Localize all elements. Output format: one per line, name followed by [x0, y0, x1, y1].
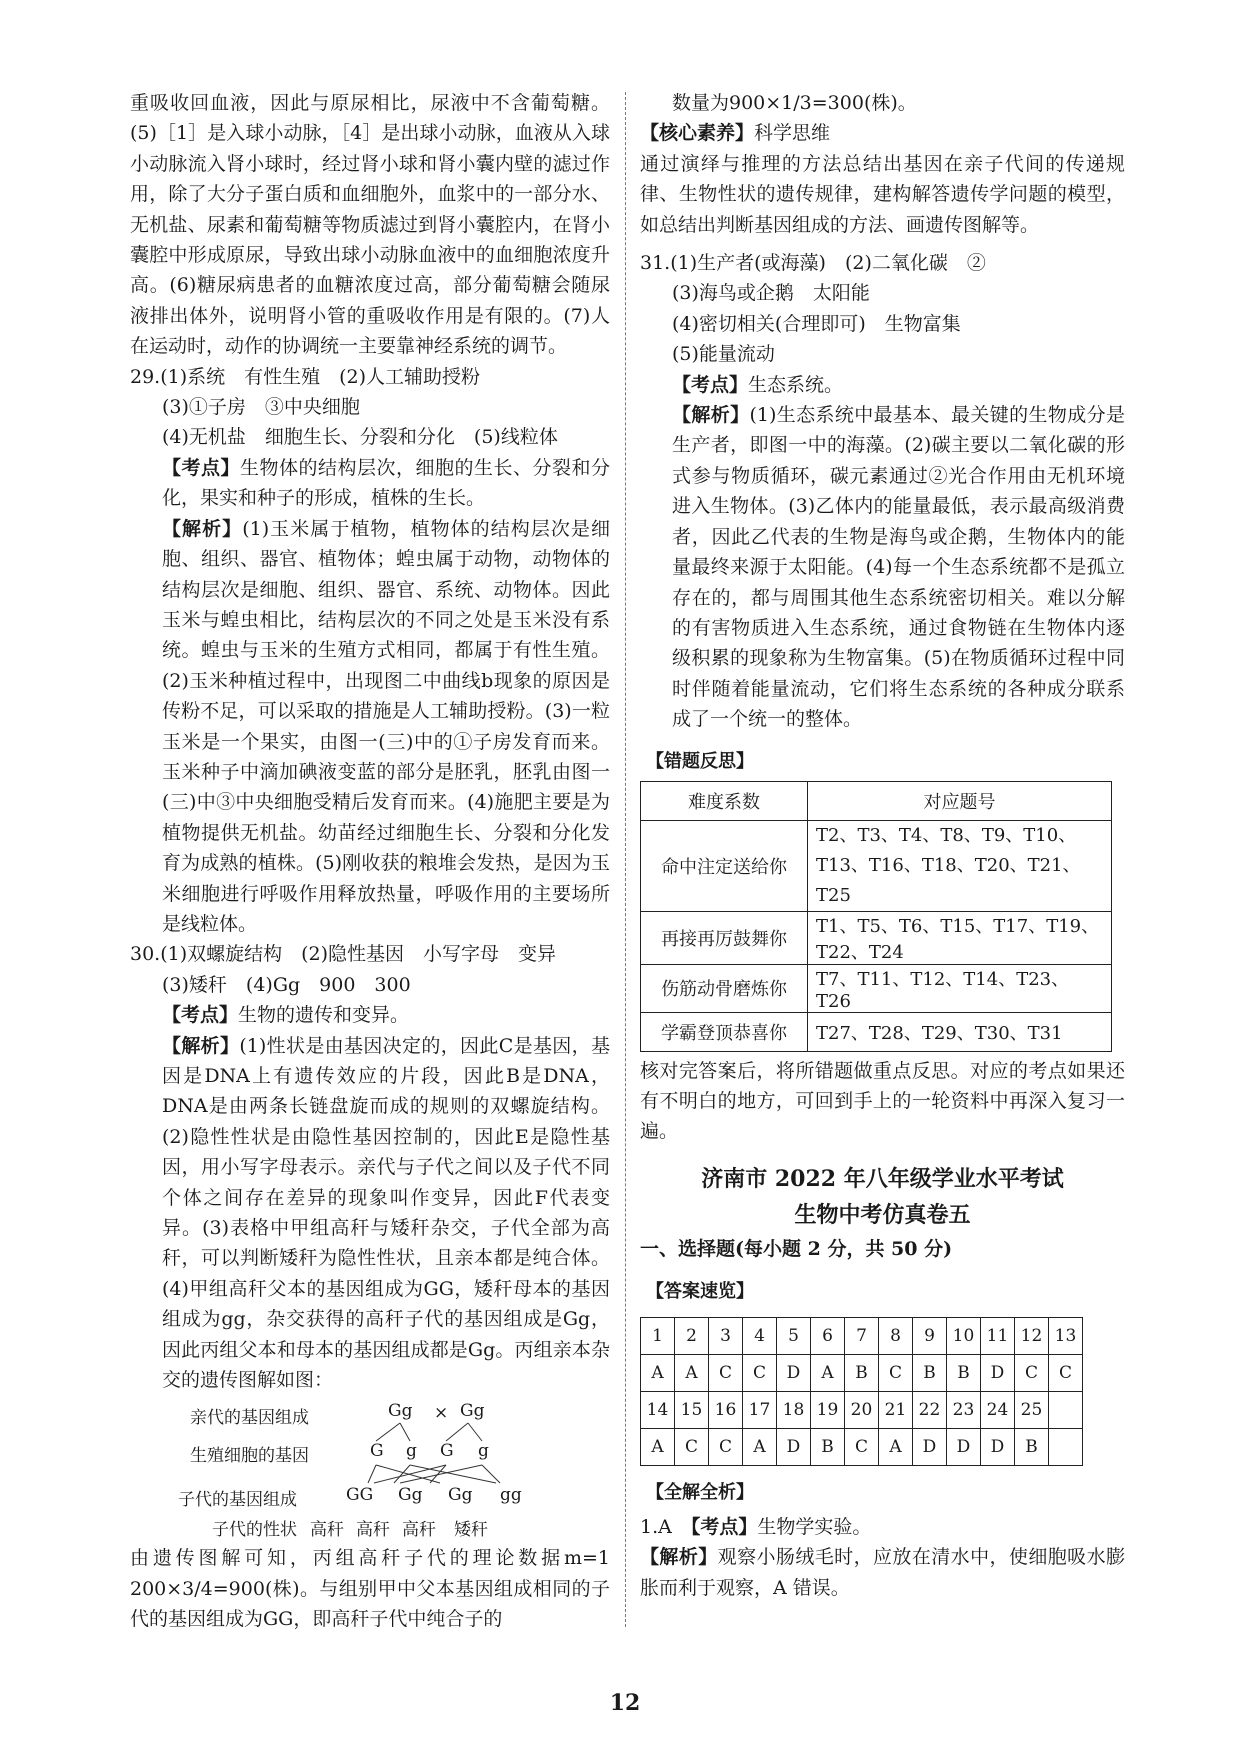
parent-genotype: Gg	[388, 1401, 413, 1422]
table-cell: 3	[709, 1317, 743, 1354]
table-cell: 16	[709, 1391, 743, 1428]
column-divider	[625, 92, 626, 1627]
jiexi-label: 【解析】	[162, 517, 243, 540]
offspring-genotype: GG	[346, 1485, 374, 1506]
q31-answer-line: 31.(1)生产者(或海藻) (2)二氧化碳 ②	[640, 252, 986, 275]
table-cell: 22	[913, 1391, 947, 1428]
table-cell: A	[641, 1428, 675, 1465]
q29-answer-line: (3)①子房 ③中央细胞	[162, 396, 360, 419]
kaodian-text: 生态系统。	[748, 373, 844, 396]
gamete: g	[406, 1441, 417, 1462]
section-heading: 一、选择题(每小题 2 分，共 50 分)	[640, 1237, 953, 1260]
q31-kaodian	[640, 370, 1125, 400]
table-row	[641, 1428, 1083, 1465]
jiexi-text: 观察小肠绒毛时，应放在清水中，使细胞吸水膨胀而利于观察，A 错误。	[640, 1546, 1125, 1599]
q28-tail-text: 重吸收回血液，因此与原尿相比，尿液中不含葡萄糖。(5)［1］是入球小动脉，［4］是出球小动脉，血液从入球小动脉流入肾小球时，经过肾小球和肾小囊内壁的滤过作用，除了大分子蛋白质和血细胞外，血浆中的一部分水、无机盐、尿素和葡萄糖等物质滤过到肾小囊腔内，在肾小囊腔中形成原尿，导致出球小动脉血液中的血细胞浓度升高。(6)糖尿病患者的血糖浓度过高，部分葡萄糖会随尿液排出体外，说明肾小管的重吸收作用是有限的。(7)人在运动时，动作的协调统一主要靠神经系统的调节。	[130, 92, 610, 358]
table-cell: 再接再厉鼓舞你	[641, 911, 808, 964]
table-cell: 15	[675, 1391, 709, 1428]
jiexi-text: (1)性状是由基因决定的，因此C是基因，基因是DNA上有遗传效应的片段，因此B是DNA，DNA是由两条长链盘旋而成的规则的双螺旋结构。(2)隐性性状是由隐性基因控制的，因此E是隐性基因，用小写字母表示。亲代与子代之间以及子代不同个体之间存在差异的现象叫作变异，因此F代表变异。(3)表格中甲组高秆与矮秆杂交，子代全部为高秆，可以判断矮秆为隐性性状，且亲本都是纯合体。(4)甲组高秆父本的基因组成为GG，矮秆母本的基因组成为gg，杂交获得的高秆子代的基因组成是Gg，因此丙组父本和母本的基因组成都是Gg。丙组亲本杂交的遗传图解如图：	[162, 1034, 610, 1392]
suyang-label: 【核心素养】	[640, 122, 755, 145]
q29-answer-line: 29.(1)系统 有性生殖 (2)人工辅助授粉	[130, 365, 481, 388]
table-cell: 14	[641, 1391, 675, 1428]
q1-answer: 1.A	[640, 1515, 672, 1538]
q29-answer-line: (4)无机盐 细胞生长、分裂和分化 (5)线粒体	[162, 426, 558, 449]
table-cell: 19	[811, 1391, 845, 1428]
table-cell: B	[811, 1428, 845, 1465]
table-header: 对应题号	[808, 781, 1112, 820]
table-row	[641, 1012, 1112, 1051]
q30-continuation: 数量为900×1/3=300(株)。	[672, 92, 917, 114]
q29-jiexi	[130, 514, 610, 940]
jiexi-text: (1)玉米属于植物，植物体的结构层次是细胞、组织、器官、植物体；蝗虫属于动物，动物体的结构层次是细胞、组织、器官、系统、动物体。因此玉米与蝗虫相比，结构层次的不同之处是玉米没有系统。蝗虫与玉米的生殖方式相同，都属于有性生殖。(2)玉米种植过程中，出现图二中曲线b现象的原因是传粉不足，可以采取的措施是人工辅助授粉。(3)一粒玉米是一个果实，由图一(三)中的①子房发育而来。玉米种子中滴加碘液变蓝的部分是胚乳，胚乳由图一(三)中③中央细胞受精后发育而来。(4)施肥主要是为植物提供无机盐。幼苗经过细胞生长、分裂和分化发育为成熟的植株。(5)刚收获的粮堆会发热，是因为玉米细胞进行呼吸作用释放热量，呼吸作用的主要场所是线粒体。	[162, 517, 610, 935]
table-cell: T1、T5、T6、T15、T17、T19、T22、T24	[808, 911, 1112, 964]
table-cell: A	[641, 1354, 675, 1391]
kaodian-text: 生物学实验。	[757, 1515, 872, 1538]
kaodian-text: 生物体的结构层次，细胞的生长、分裂和分化，果实和种子的形成，植株的生长。	[162, 456, 610, 510]
table-cell: 6	[811, 1317, 845, 1354]
table-cell	[1049, 1391, 1083, 1428]
table-cell: A	[743, 1428, 777, 1465]
reflect-label: 【错题反思】	[646, 750, 754, 772]
table-row	[641, 1391, 1083, 1428]
reflect-note: 核对完答案后，将所错题做重点反思。对应的考点如果还有不明白的地方，可回到手上的一轮资料中再深入复习一遍。	[640, 1059, 1125, 1143]
table-cell: T7、T11、T12、T14、T23、T26	[808, 964, 1112, 1012]
table-cell: 7	[845, 1317, 879, 1354]
q31-jiexi	[640, 400, 1125, 734]
table-cell: 命中注定送给你	[641, 820, 808, 911]
suyang-value: 科学思维	[754, 122, 831, 145]
table-cell: C	[845, 1428, 879, 1465]
answer-table	[640, 1317, 1083, 1466]
table-cell: B	[913, 1354, 947, 1391]
table-cell: 1	[641, 1317, 675, 1354]
cross-lines	[360, 1421, 510, 1491]
table-header: 难度系数	[641, 781, 808, 820]
table-cell: A	[811, 1354, 845, 1391]
cross-symbol: ×	[434, 1403, 449, 1424]
table-cell: T2、T3、T4、T8、T9、T10、T13、T16、T18、T20、T21、T25	[808, 820, 1112, 911]
table-cell: D	[947, 1428, 981, 1465]
gamete: G	[370, 1441, 384, 1462]
kaodian-label: 【考点】	[162, 1004, 239, 1027]
q1-line	[640, 1512, 1125, 1542]
table-cell: 9	[913, 1317, 947, 1354]
table-cell: 18	[777, 1391, 811, 1428]
table-cell: 2	[675, 1317, 709, 1354]
reflect-table	[640, 781, 1112, 1052]
full-analysis-label: 【全解全析】	[646, 1481, 754, 1503]
right-column	[640, 88, 1125, 1603]
q29-kaodian	[130, 453, 610, 514]
offspring-genotype: Gg	[448, 1485, 473, 1506]
trait: 高秆	[356, 1520, 390, 1541]
table-cell: 学霸登顶恭喜你	[641, 1012, 808, 1051]
genetic-cross-diagram	[130, 1399, 610, 1539]
table-cell: 11	[981, 1317, 1015, 1354]
offspring-genotype: Gg	[398, 1485, 423, 1506]
table-header-row	[641, 781, 1112, 820]
table-cell: A	[879, 1428, 913, 1465]
kaodian-text: 生物的遗传和变异。	[238, 1004, 410, 1027]
exam-subtitle: 生物中考仿真卷五	[794, 1201, 971, 1228]
table-cell: 伤筋动骨磨炼你	[641, 964, 808, 1012]
q31-answer-line: (4)密切相关(合理即可) 生物富集	[672, 312, 961, 335]
table-cell: C	[743, 1354, 777, 1391]
quick-answer-label: 【答案速览】	[646, 1280, 754, 1302]
table-cell: B	[845, 1354, 879, 1391]
jiexi-text: (1)生态系统中最基本、最关键的生物成分是生产者，即图一中的海藻。(2)碳主要以二氧化碳的形式参与物质循环，碳元素通过②光合作用由无机环境进入生物体。(3)乙体内的能量最低，表示最高级消费者，因此乙代表的生物是海鸟或企鹅，生物体内的能量最终来源于太阳能。(4)每一个生态系统都不是孤立存在的，都与周围其他生态系统密切相关。难以分解的有害物质进入生态系统，通过食物链在生物体内逐级积累的现象称为生物富集。(5)在物质循环过程中同时伴随着能量流动，它们将生态系统的各种成分联系成了一个统一的整体。	[672, 404, 1125, 731]
offspring-label: 子代的基因组成	[178, 1490, 297, 1511]
table-row	[641, 1317, 1083, 1354]
table-cell: C	[1015, 1354, 1049, 1391]
offspring-genotype: gg	[500, 1485, 522, 1506]
q30-jiexi	[130, 1031, 610, 1396]
q30-answer-line: (3)矮秆 (4)Gg 900 300	[162, 973, 411, 996]
parent-label: 亲代的基因组成	[190, 1408, 309, 1429]
page-number: 12	[609, 1690, 641, 1716]
gamete: g	[478, 1441, 489, 1462]
table-row	[641, 820, 1112, 911]
table-cell: 10	[947, 1317, 981, 1354]
q31-answer-line: (3)海鸟或企鹅 太阳能	[672, 282, 870, 305]
trait-label: 子代的性状	[212, 1520, 297, 1541]
table-cell: 4	[743, 1317, 777, 1354]
table-row	[641, 964, 1112, 1012]
kaodian-label: 【考点】	[672, 373, 749, 396]
q31-answer-line: (5)能量流动	[672, 343, 775, 366]
left-column	[130, 88, 617, 1635]
q30-answer-line: 30.(1)双螺旋结构 (2)隐性基因 小写字母 变异	[130, 943, 557, 966]
core-literacy	[640, 118, 1125, 148]
table-cell: B	[947, 1354, 981, 1391]
table-cell: 13	[1049, 1317, 1083, 1354]
jiexi-label: 【解析】	[162, 1034, 240, 1057]
trait: 高秆	[310, 1520, 344, 1541]
jiexi-label: 【解析】	[640, 1546, 718, 1569]
table-cell: 5	[777, 1317, 811, 1354]
table-cell: D	[777, 1354, 811, 1391]
q1-jiexi	[640, 1542, 1125, 1603]
table-row	[641, 911, 1112, 964]
gamete: G	[440, 1441, 454, 1462]
table-cell: C	[879, 1354, 913, 1391]
table-cell: 20	[845, 1391, 879, 1428]
table-cell: C	[675, 1428, 709, 1465]
table-cell: 25	[1015, 1391, 1049, 1428]
trait: 高秆	[402, 1520, 436, 1541]
table-cell: D	[777, 1428, 811, 1465]
core-literacy-text: 通过演绎与推理的方法总结出基因在亲子代间的传递规律、生物性状的遗传规律，建构解答遗传学问题的模型，如总结出判断基因组成的方法、画遗传图解等。	[640, 152, 1125, 236]
table-cell: 8	[879, 1317, 913, 1354]
kaodian-label: 【考点】	[690, 1515, 758, 1538]
q30-kaodian	[130, 1000, 610, 1030]
kaodian-label: 【考点】	[162, 456, 240, 479]
table-row	[641, 1354, 1083, 1391]
table-cell: C	[1049, 1354, 1083, 1391]
table-cell: C	[709, 1354, 743, 1391]
jiexi-label: 【解析】	[672, 404, 750, 427]
table-cell: D	[981, 1354, 1015, 1391]
trait: 矮秆	[454, 1520, 488, 1541]
table-cell: A	[675, 1354, 709, 1391]
table-cell: 21	[879, 1391, 913, 1428]
table-cell: D	[981, 1428, 1015, 1465]
exam-title: 济南市 2022 年八年级学业水平考试	[701, 1165, 1064, 1192]
table-cell: 12	[1015, 1317, 1049, 1354]
parent-genotype: Gg	[460, 1401, 485, 1422]
table-cell: C	[709, 1428, 743, 1465]
table-cell: 23	[947, 1391, 981, 1428]
table-cell: T27、T28、T29、T30、T31	[808, 1012, 1112, 1051]
q30-tail-text: 由遗传图解可知，丙组高秆子代的理论数据m=1 200×3/4=900(株)。与组别甲中父本基因组成相同的子代的基因组成为GG，即高秆子代中纯合子的	[130, 1547, 617, 1631]
table-cell	[1049, 1428, 1083, 1465]
table-cell: 24	[981, 1391, 1015, 1428]
table-cell: 17	[743, 1391, 777, 1428]
table-cell: D	[913, 1428, 947, 1465]
table-cell: B	[1015, 1428, 1049, 1465]
gamete-label: 生殖细胞的基因	[190, 1446, 309, 1467]
